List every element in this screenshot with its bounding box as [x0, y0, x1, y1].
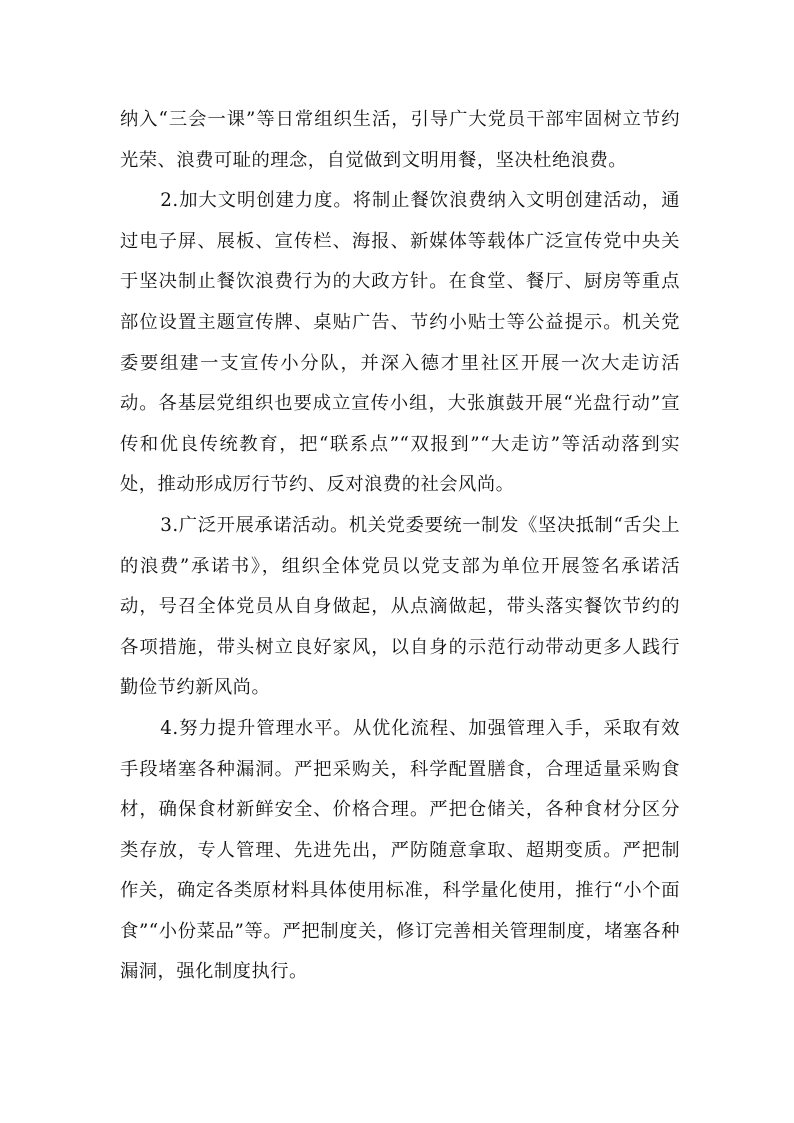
paragraph-item-3: 3.广泛开展承诺活动。机关党委要统一制发《坚决抵制“舌尖上的浪费”承诺书》，组织全体党员以党支部为单位开展签名承诺活动，号召全体党员从自身做起，从点滴做起，带头落实餐饮节约的各项措施，带头树立良好家风，以自身的示范行动带动更多人践行勤俭节约新风尚。 [120, 514, 680, 699]
paragraph-continuation: 纳入“三会一课”等日常组织生活，引导广大党员干部牢固树立节约光荣、浪费可耻的理念，自觉做到文明用餐，坚决杜绝浪费。 [120, 109, 680, 171]
paragraph-item-4: 4.努力提升管理水平。从优化流程、加强管理入手，采取有效手段堵塞各种漏洞。严把采购关，科学配置膳食，合理适量采购食材，确保食材新鲜安全、价格合理。严把仓储关，各种食材分区分类存放，专人管理、先进先出，严防随意拿取、超期变质。严把制作关，确定各类原材料具体使用标准，科学量化使用，推行“小个面食”“小份菜品”等。严把制度关，修订完善相关管理制度，堵塞各种漏洞，强化制度执行。 [120, 717, 680, 983]
paragraph-item-2: 2.加大文明创建力度。将制止餐饮浪费纳入文明创建活动，通过电子屏、展板、宣传栏、海报、新媒体等载体广泛宣传党中央关于坚决制止餐饮浪费行为的大政方针。在食堂、餐厅、厨房等重点部位设置主题宣传牌、桌贴广告、节约小贴士等公益提示。机关党委要组建一支宣传小分队，并深入德才里社区开展一次大走访活动。各基层党组织也要成立宣传小组，大张旗鼓开展“光盘行动”宣传和优良传统教育，把“联系点”“双报到”“大走访”等活动落到实处，推动形成厉行节约、反对浪费的社会风尚。 [120, 190, 680, 496]
document-page [120, 100, 680, 993]
